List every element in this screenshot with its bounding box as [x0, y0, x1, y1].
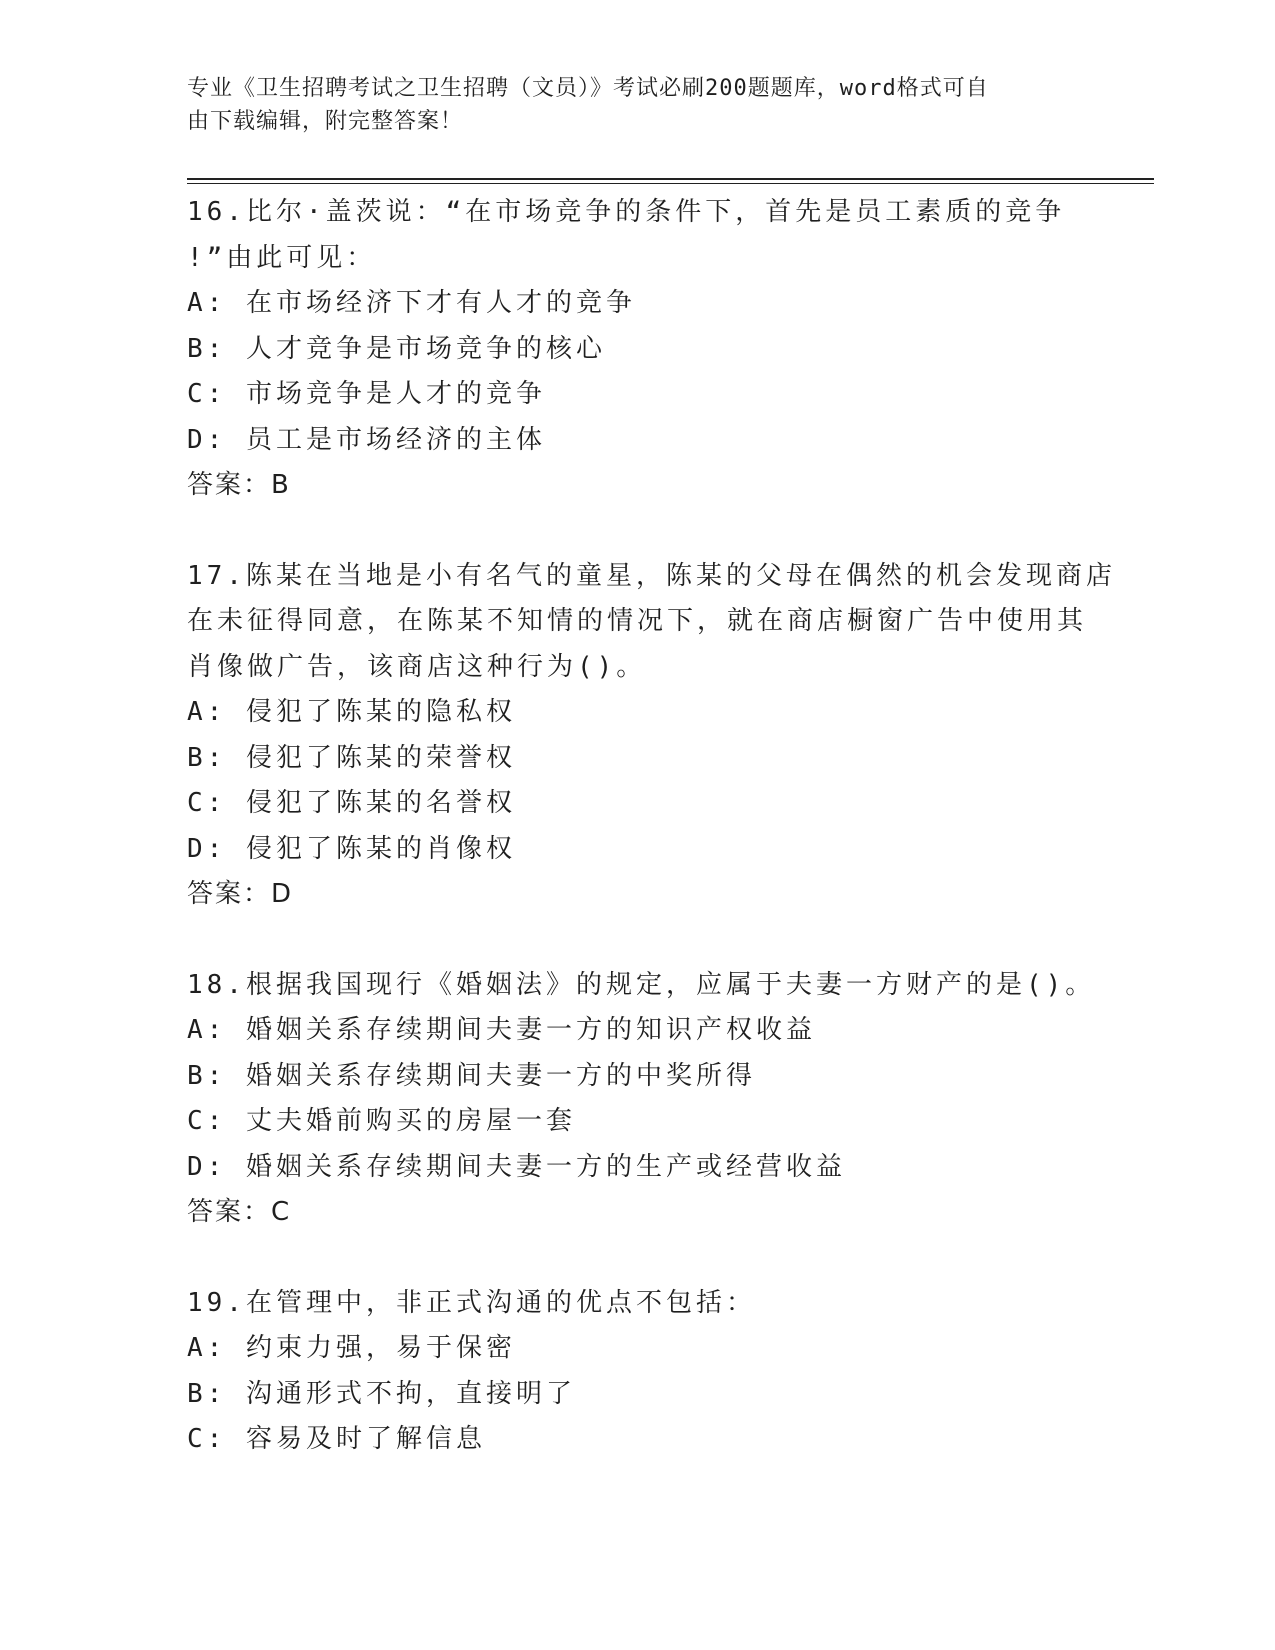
- header-line-2: 由下载编辑，附完整答案！: [187, 109, 464, 134]
- option-b: B: 婚姻关系存续期间夫妻一方的中奖所得: [187, 1060, 756, 1091]
- question-stem-line: 16.比尔·盖茨说：“在市场竞争的条件下，首先是员工素质的竞争: [187, 197, 1066, 227]
- question-list: [187, 190, 1147, 1508]
- header-divider-thick: [187, 178, 1154, 180]
- answer-line: 答案：C: [187, 1197, 292, 1227]
- option-c: C: 丈夫婚前购买的房屋一套: [187, 1106, 576, 1136]
- option-c: C: 容易及时了解信息: [187, 1424, 486, 1454]
- option-a: A: 侵犯了陈某的隐私权: [187, 697, 516, 727]
- header-line-1: 专业《卫生招聘考试之卫生招聘（文员）》考试必刷200题题库，word格式可自: [187, 76, 989, 101]
- answer-line: 答案：D: [187, 879, 294, 909]
- option-c: C: 侵犯了陈某的名誉权: [187, 788, 516, 818]
- question-stem-line: !”由此可见：: [187, 242, 377, 273]
- option-b: B: 人才竞争是市场竞争的核心: [187, 333, 606, 364]
- option-d: D: 婚姻关系存续期间夫妻一方的生产或经营收益: [187, 1151, 846, 1182]
- question-17: [187, 554, 1147, 918]
- question-18: [187, 963, 1147, 1236]
- header-divider-thin: [187, 183, 1154, 184]
- answer-line: 答案：B: [187, 470, 291, 500]
- option-d: D: 员工是市场经济的主体: [187, 424, 546, 455]
- option-b: B: 沟通形式不拘，直接明了: [187, 1378, 576, 1409]
- question-19: [187, 1281, 1147, 1463]
- option-a: A: 婚姻关系存续期间夫妻一方的知识产权收益: [187, 1015, 816, 1045]
- option-c: C: 市场竞争是人才的竞争: [187, 379, 546, 409]
- document-header: [187, 72, 1087, 138]
- question-stem-line: 17.陈某在当地是小有名气的童星，陈某的父母在偶然的机会发现商店: [187, 560, 1116, 591]
- question-16: [187, 190, 1147, 509]
- option-a: A: 在市场经济下才有人才的竞争: [187, 288, 636, 318]
- question-stem-line: 在未征得同意，在陈某不知情的情况下，就在商店橱窗广告中使用其: [187, 606, 1088, 636]
- question-stem-line: 18.根据我国现行《婚姻法》的规定，应属于夫妻一方财产的是()。: [187, 969, 1096, 1000]
- question-stem-line: 19.在管理中，非正式沟通的优点不包括：: [187, 1287, 756, 1318]
- option-d: D: 侵犯了陈某的肖像权: [187, 833, 516, 864]
- option-a: A: 约束力强，易于保密: [187, 1333, 516, 1363]
- option-b: B: 侵犯了陈某的荣誉权: [187, 742, 516, 773]
- question-stem-line: 肖像做广告，该商店这种行为()。: [187, 651, 647, 682]
